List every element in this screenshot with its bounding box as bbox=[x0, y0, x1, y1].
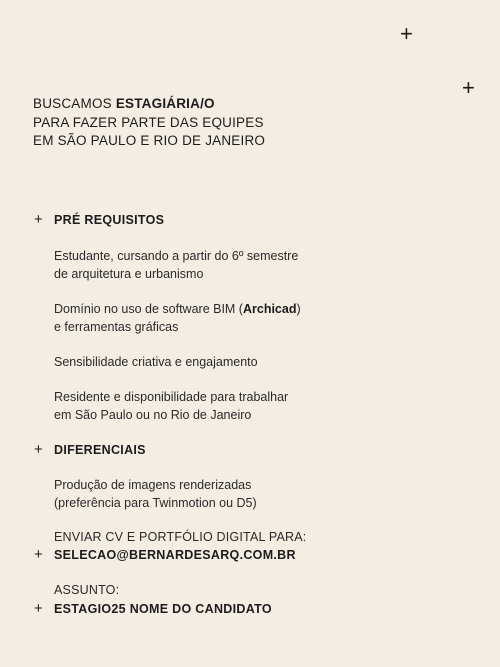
headline-line-2: PARA FAZER PARTE DAS EQUIPES bbox=[33, 114, 264, 130]
requisito-item: Domínio no uso de software BIM (Archicad) e ferramentas gráficas bbox=[54, 302, 301, 334]
requisito-item: Residente e disponibilidade para trabalhar em São Paulo ou no Rio de Janeiro bbox=[54, 390, 289, 422]
plus-icon: + bbox=[400, 21, 413, 46]
headline-line-3: EM SÃO PAULO E RIO DE JANEIRO bbox=[33, 133, 266, 148]
headline-highlight: ESTAGIÁRIA/O bbox=[115, 96, 215, 111]
section-diferenciais-title: + DIFERENCIAIS bbox=[34, 441, 146, 458]
requisito-item: Estudante, cursando a partir do 6º semestre de arquitetura e urbanismo bbox=[54, 249, 299, 281]
requisito-item: Sensibilidade criativa e engajamento bbox=[54, 355, 258, 369]
headline-line-1: BUSCAMOS ESTAGIÁRIA/O bbox=[33, 96, 215, 111]
send-label: ENVIAR CV E PORTFÓLIO DIGITAL PARA: bbox=[54, 530, 307, 544]
plus-icon: + bbox=[34, 211, 44, 228]
email-link[interactable]: SELECAO@BERNARDESARQ.COM.BR bbox=[54, 548, 296, 562]
diferencial-item: Produção de imagens renderizadas (preferência para Twinmotion ou D5) bbox=[54, 478, 257, 510]
contact-subject bbox=[34, 601, 272, 617]
contact-email[interactable] bbox=[34, 547, 296, 563]
section-requisitos-title: + PRÉ REQUISITOS bbox=[34, 211, 165, 228]
plus-icon: + bbox=[462, 75, 475, 100]
subject-text: ESTAGIO25 NOME DO CANDIDATO bbox=[54, 602, 272, 616]
software-name: Archicad bbox=[242, 302, 297, 316]
plus-icon: + bbox=[34, 441, 44, 458]
subject-label: ASSUNTO: bbox=[54, 583, 120, 597]
headline bbox=[33, 95, 265, 151]
plus-icon: + bbox=[34, 600, 44, 617]
plus-icon: + bbox=[34, 546, 44, 563]
